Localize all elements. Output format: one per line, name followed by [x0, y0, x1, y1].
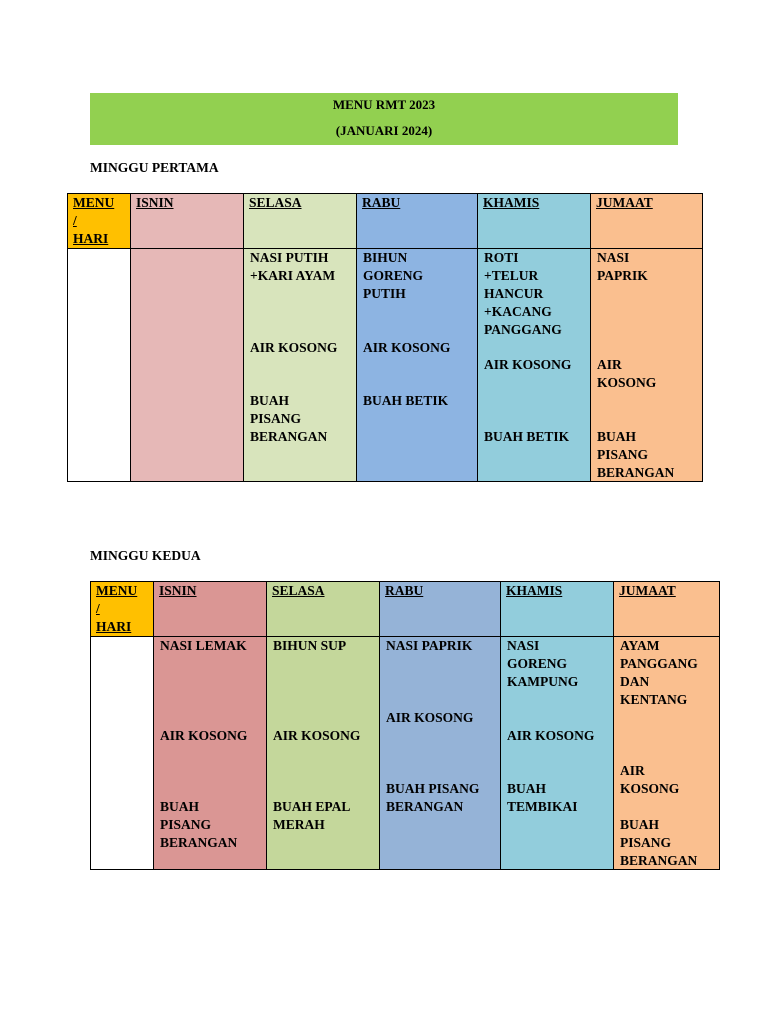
week-2-table [90, 581, 720, 870]
menu-cell-isnin [131, 249, 244, 482]
title-line-1: MENU RMT 2023 [332, 97, 436, 112]
menu-cell-jumaat [614, 637, 720, 870]
day-header-khamis: KHAMIS [501, 582, 614, 637]
fruit-item: BUAH BETIK [363, 393, 449, 408]
fruit-item: BUAH PISANG BERANGAN [386, 781, 480, 814]
day-header-khamis: KHAMIS [478, 194, 591, 249]
day-header-selasa: SELASA [267, 582, 380, 637]
menu-cell-isnin [154, 637, 267, 870]
day-header-jumaat: JUMAAT [591, 194, 703, 249]
fruit-item: BUAH PISANG BERANGAN [250, 393, 328, 444]
food-item: NASI PUTIH +KARI AYAM [250, 250, 336, 283]
day-header-isnin: ISNIN [154, 582, 267, 637]
fruit-item: BUAH PISANG BERANGAN [597, 429, 675, 480]
drink-item: AIR KOSONG [597, 357, 657, 390]
drink-item: AIR KOSONG [386, 710, 474, 725]
food-item: BIHUN GORENG PUTIH [363, 250, 424, 301]
food-item: AYAM PANGGANG DAN KENTANG [620, 638, 698, 707]
menu-cell-empty [91, 637, 154, 870]
food-item: NASI PAPRIK [386, 638, 473, 653]
fruit-item: BUAH EPAL MERAH [273, 799, 351, 832]
week-2-label: MINGGU KEDUA [90, 548, 201, 563]
fruit-item: BUAH BETIK [484, 429, 570, 444]
menu-cell-khamis [501, 637, 614, 870]
menu-cell-rabu [357, 249, 478, 482]
food-item: NASI LEMAK [160, 638, 247, 653]
day-header-rabu: RABU [357, 194, 478, 249]
drink-item: AIR KOSONG [273, 728, 361, 743]
week-1-label: MINGGU PERTAMA [90, 160, 219, 175]
day-header-selasa: SELASA [244, 194, 357, 249]
food-item: NASI PAPRIK [597, 250, 648, 283]
food-item: ROTI +TELUR HANCUR +KACANG PANGGANG [484, 250, 562, 337]
drink-item: AIR KOSONG [363, 340, 451, 355]
drink-item: AIR KOSONG [620, 763, 680, 796]
day-header-rabu: RABU [380, 582, 501, 637]
corner-cell: MENU / HARI [68, 194, 131, 249]
menu-cell-empty [68, 249, 131, 482]
week-1-table [67, 193, 703, 482]
menu-cell-selasa [244, 249, 357, 482]
menu-cell-khamis [478, 249, 591, 482]
day-header-jumaat: JUMAAT [614, 582, 720, 637]
title-line-2: (JANUARI 2024) [335, 123, 433, 138]
drink-item: AIR KOSONG [250, 340, 338, 355]
food-item: BIHUN SUP [273, 638, 347, 653]
title-banner [90, 93, 678, 145]
fruit-item: BUAH TEMBIKAI [507, 781, 578, 814]
menu-cell-selasa [267, 637, 380, 870]
corner-cell: MENU / HARI [91, 582, 154, 637]
fruit-item: BUAH PISANG BERANGAN [620, 817, 698, 868]
menu-cell-jumaat [591, 249, 703, 482]
menu-cell-rabu [380, 637, 501, 870]
drink-item: AIR KOSONG [484, 357, 572, 372]
drink-item: AIR KOSONG [507, 728, 595, 743]
fruit-item: BUAH PISANG BERANGAN [160, 799, 238, 850]
food-item: NASI GORENG KAMPUNG [507, 638, 579, 689]
drink-item: AIR KOSONG [160, 728, 248, 743]
day-header-isnin: ISNIN [131, 194, 244, 249]
